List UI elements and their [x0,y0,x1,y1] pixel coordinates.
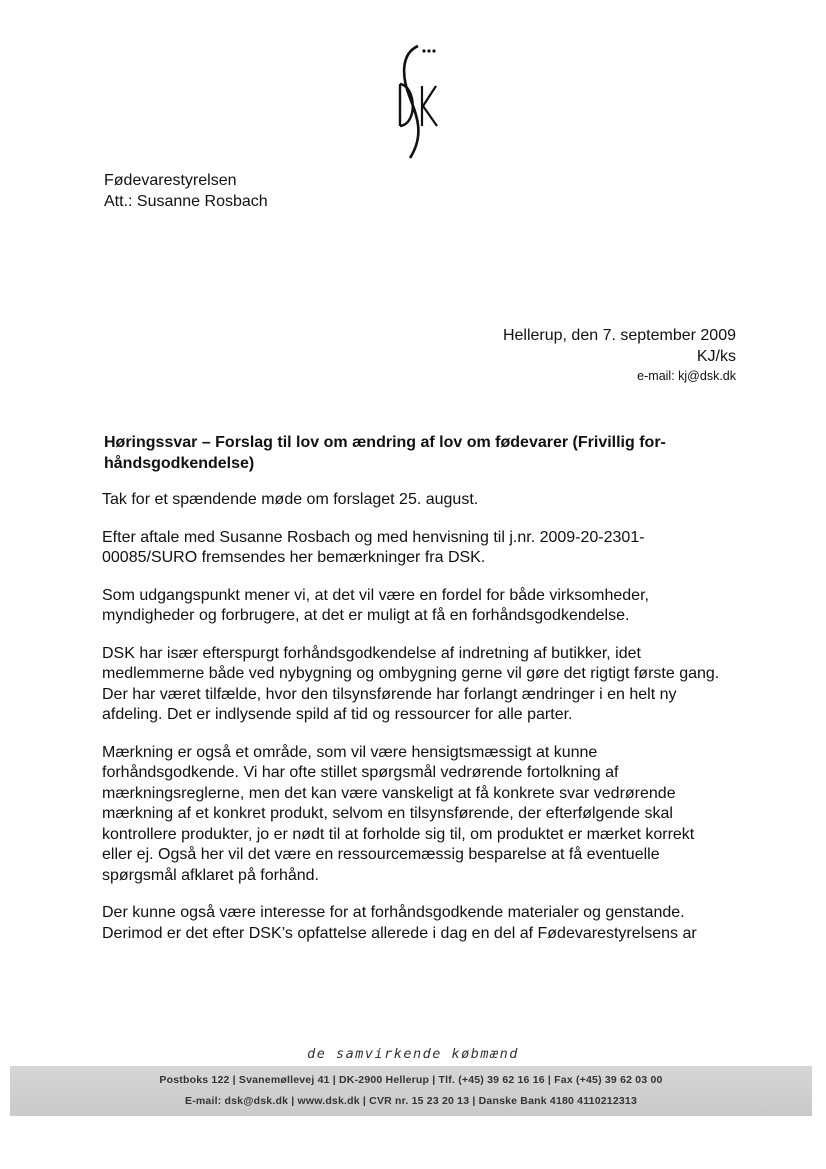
paragraph: Efter aftale med Susanne Rosbach og med henvisning til j.nr. 2009-20-2301-00085/SURO fremsendes her bemærkninger fra DSK. [102,528,645,566]
place-date: Hellerup, den 7. september 2009 [502,327,736,344]
footer-contact-band [10,1066,812,1116]
paragraph: Der kunne også være interesse for at forhåndsgodkende materialer og genstande. Derimod er det efter DSK’s opfattelse allerede i dag en del af Fødevarestyrelsens ar [102,904,697,942]
recipient-org: Fødevarestyrelsen [104,172,237,189]
recipient-attention: Att.: Susanne Rosbach [104,193,268,210]
letter-subject: Høringssvar – Forslag til lov om ændring af lov om fødevarer (Frivillig for-håndsgodkendelse) [104,434,666,472]
letter-meta [503,325,736,385]
sender-email: e-mail: kj@dsk.dk [637,369,736,383]
reference-initials: KJ/ks [696,348,736,365]
footer-tagline: de samvirkende købmænd [307,1046,519,1062]
paragraph: Mærkning er også et område, som vil være hensigtsmæssigt at kunne forhåndsgodkende. Vi har ofte stillet spørgsmål vedrørende fortolkning af mærkningsreglerne, men det kan være vanskeligt at få konkrete svar vedrørende mærkning af et konkret produkt, selvom en tilsynsførende, der efterfølgende skal kontrollere produkter, jo er nødt til at forholde sig til, om produktet er mærket korrekt eller ej. Også her vil det være en ressourcemæssig besparelse at få eventuelle spørgsmål afklaret på forhånd. [102,743,695,884]
recipient-address [104,170,268,212]
paragraph: Som udgangspunkt mener vi, at det vil være en fordel for både virksomheder, myndigheder og forbrugere, at det er muligt at få en forhåndsgodkendelse. [102,586,649,624]
footer-contact-line: E-mail: dsk@dsk.dk | www.dsk.dk | CVR nr. 15 23 20 13 | Danske Bank 4180 4110212313 [185,1095,637,1107]
paragraph: Tak for et spændende møde om forslaget 25. august. [102,491,479,508]
footer-address-line: Postboks 122 | Svanemøllevej 41 | DK-2900 Hellerup | Tlf. (+45) 39 62 16 16 | Fax (+45) 39 62 03 00 [159,1074,663,1086]
dsk-logo [380,40,450,165]
letter-body [102,490,724,961]
paragraph: DSK har især efterspurgt forhåndsgodkendelse af indretning af butikker, idet medlemmerne både ved nybygning og ombygning gerne vil gøre det rigtigt første gang. Der har været tilfælde, hvor den tilsynsførende har forlangt ændringer i en helt ny afdeling. Det er indlysende spild af tid og ressourcer for alle parter. [102,644,720,723]
